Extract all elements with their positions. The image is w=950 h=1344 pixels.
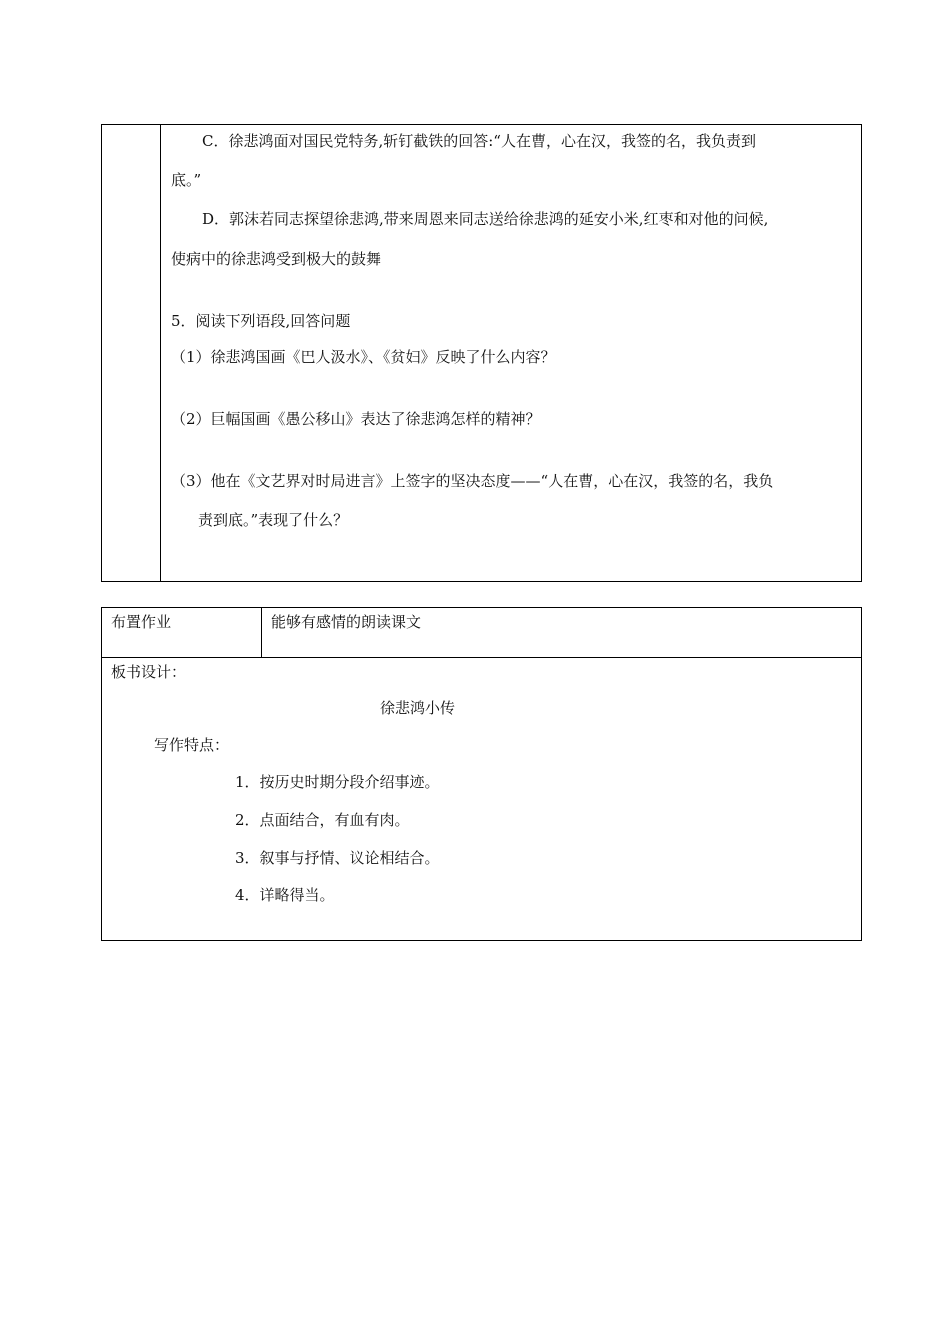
board-item: 1．按历史时期分段介绍事迹。 xyxy=(235,773,440,791)
board-subtitle: 写作特点： xyxy=(154,736,230,754)
option-c-line1: C．徐悲鸿面对国民党特务,斩钉截铁的回答:“人在曹，心在汉，我签的名，我负责到 xyxy=(202,132,756,150)
table-row-divider xyxy=(102,657,861,658)
question-5-2: （2）巨幅国画《愚公移山》表达了徐悲鸿怎样的精神？ xyxy=(171,410,541,428)
option-d-line1: D．郭沫若同志探望徐悲鸿,带来周恩来同志送给徐悲鸿的延安小米,红枣和对他的问候, xyxy=(202,210,769,228)
table-column-divider xyxy=(261,608,262,657)
board-title: 徐悲鸿小传 xyxy=(380,699,456,717)
question-table xyxy=(101,124,862,582)
option-d-line2: 使病中的徐悲鸿受到极大的鼓舞 xyxy=(171,250,382,268)
table-column-divider xyxy=(160,125,161,581)
option-c-line2: 底。” xyxy=(171,171,202,189)
board-item: 3．叙事与抒情、议论相结合。 xyxy=(235,849,440,867)
question-5-1: （1）徐悲鸿国画《巴人汲水》、《贫妇》反映了什么内容？ xyxy=(171,348,556,366)
homework-board-table xyxy=(101,607,862,941)
question-5-3-line1: （3）他在《文艺界对时局进言》上签字的坚决态度——“人在曹，心在汉，我签的名，我负 xyxy=(171,472,774,490)
question-5-title: 5．阅读下列语段,回答问题 xyxy=(171,312,351,330)
board-label: 板书设计： xyxy=(111,663,187,681)
board-item: 2．点面结合，有血有肉。 xyxy=(235,811,410,829)
question-5-3-line2: 责到底。”表现了什么？ xyxy=(198,511,349,529)
board-item: 4．详略得当。 xyxy=(235,886,335,904)
homework-content: 能够有感情的朗读课文 xyxy=(271,613,422,631)
homework-label: 布置作业 xyxy=(111,613,172,631)
